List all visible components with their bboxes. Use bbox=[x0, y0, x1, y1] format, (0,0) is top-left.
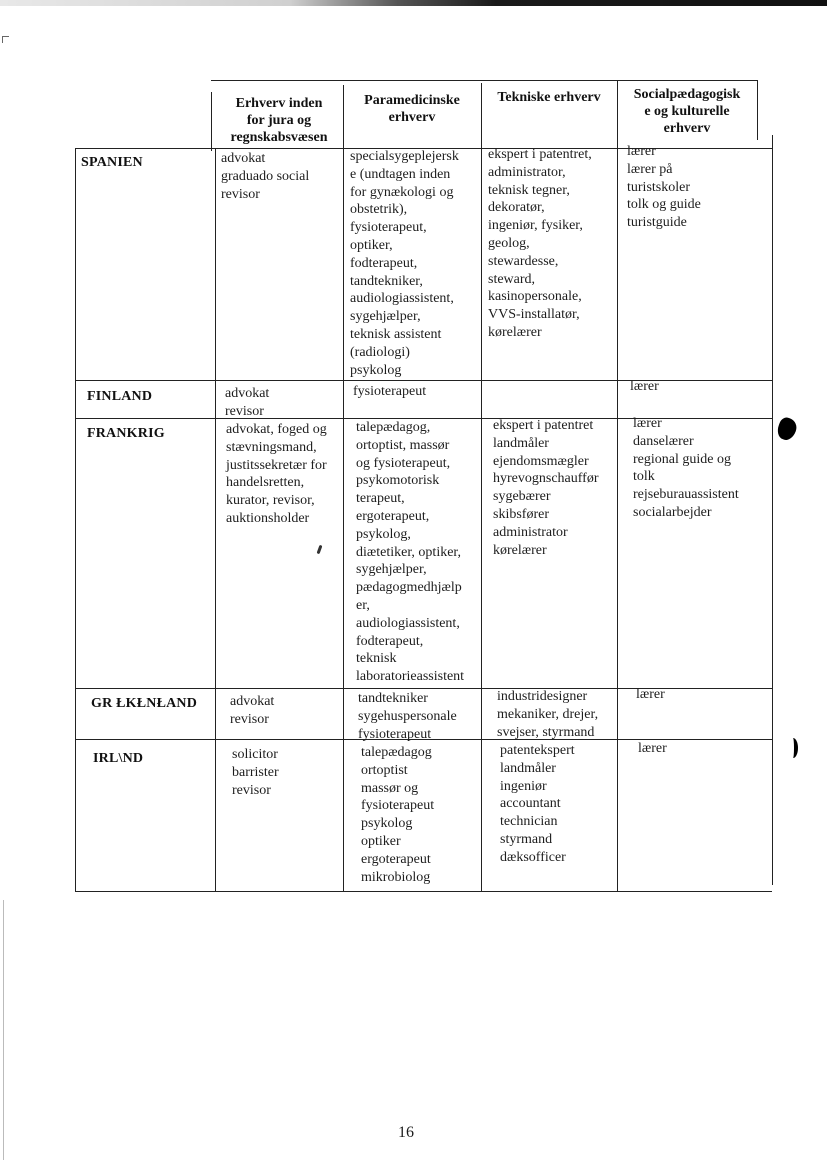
cell-social: lærer bbox=[638, 741, 667, 756]
cell-paramed: talepædagog ortoptist massør og fysioterapeut psykolog optiker ergoterapeut mikrobiolog bbox=[361, 745, 435, 885]
header-socialpaedagogisk: Socialpædagogisk e og kulturelle erhverv bbox=[633, 87, 741, 136]
country-label: IRL\ND bbox=[93, 751, 144, 766]
cell-teknisk: ekspert i patentret, administrator, teknisk tegner, dekoratør, ingeniør, fysiker, geolog, stewardesse, steward, kasinopersonale, VVS-installatør, kørelærer bbox=[488, 147, 592, 340]
grid-vline-col2 bbox=[343, 85, 344, 892]
grid-vline-right-body bbox=[772, 135, 773, 885]
cell-social: lærer danselærer regional guide og tolk rejseburauassistent socialarbejder bbox=[633, 416, 739, 520]
cell-paramed: specialsygeplejersk e (undtagen inden for gynækologi og obstetrik), fysioterapeut, optiker, fodterapeut, tandtekniker, audiologiassistent, sygehjælper, teknisk assistent (radiologi) psykolog bbox=[350, 149, 459, 378]
header-paramedicinske: Paramedicinske erhverv bbox=[364, 93, 460, 125]
row-separator-1 bbox=[75, 380, 772, 381]
cell-paramed: tandtekniker sygehuspersonale fysioterapeut bbox=[358, 691, 457, 742]
grid-vline-col3 bbox=[481, 83, 482, 892]
cell-jura: advokat revisor bbox=[230, 694, 275, 727]
cell-jura: advokat, foged og stævningsmand, justitssekretær for handelsretten, kurator, revisor, auktionsholder bbox=[226, 422, 327, 526]
table-top-border bbox=[211, 80, 757, 81]
cell-social: lærer bbox=[636, 687, 665, 702]
table-bottom-border bbox=[75, 891, 772, 892]
cell-social: lærer bbox=[630, 379, 659, 394]
cell-teknisk: patentekspert landmåler ingeniør accountant technician styrmand dæksofficer bbox=[500, 743, 575, 865]
cell-teknisk: ekspert i patentret landmåler ejendomsmægler hyrevognschauffør sygebærer skibsfører administrator kørelærer bbox=[493, 418, 599, 558]
row-separator-3 bbox=[75, 688, 772, 689]
cell-jura: solicitor barrister revisor bbox=[232, 747, 279, 798]
country-label: SPANIEN bbox=[81, 155, 143, 170]
scan-ink-mark bbox=[788, 738, 798, 758]
country-label: GR ŁKŁNŁAND bbox=[91, 696, 198, 711]
grid-vline-left-header bbox=[211, 92, 212, 151]
country-label: FRANKRIG bbox=[87, 426, 165, 441]
cell-teknisk: industridesigner mekaniker, drejer, svejser, styrmand bbox=[497, 689, 599, 740]
grid-vline-right bbox=[757, 80, 758, 140]
grid-vline-left-outer bbox=[75, 148, 76, 892]
grid-vline-col4 bbox=[617, 81, 618, 892]
scan-corner-mark bbox=[2, 36, 9, 43]
page-number: 16 bbox=[398, 1124, 414, 1141]
cell-jura: advokat graduado social revisor bbox=[221, 151, 310, 202]
cell-jura: advokat revisor bbox=[225, 386, 270, 419]
scan-top-edge bbox=[0, 0, 827, 6]
cell-paramed: fysioterapeut bbox=[353, 384, 427, 399]
header-tekniske: Tekniske erhverv bbox=[497, 90, 601, 105]
scan-left-edge bbox=[3, 900, 4, 1160]
scan-speck bbox=[317, 545, 323, 554]
header-jura: Erhverv inden for jura og regnskabsvæsen bbox=[230, 96, 328, 145]
cell-social: lærer lærer på turistskoler tolk og guide turistguide bbox=[627, 144, 701, 231]
cell-paramed: talepædagog, ortoptist, massør og fysioterapeut, psykomotorisk terapeut, ergoterapeut, psykolog, diætetiker, optiker, sygehjælper, pædagogmedhjælp er, audiologiassistent, fodterapeut, teknisk laboratorieassistent bbox=[356, 420, 465, 685]
grid-vline-col1 bbox=[215, 148, 216, 892]
country-label: FINLAND bbox=[87, 389, 153, 404]
scan-ink-blot bbox=[775, 416, 799, 443]
